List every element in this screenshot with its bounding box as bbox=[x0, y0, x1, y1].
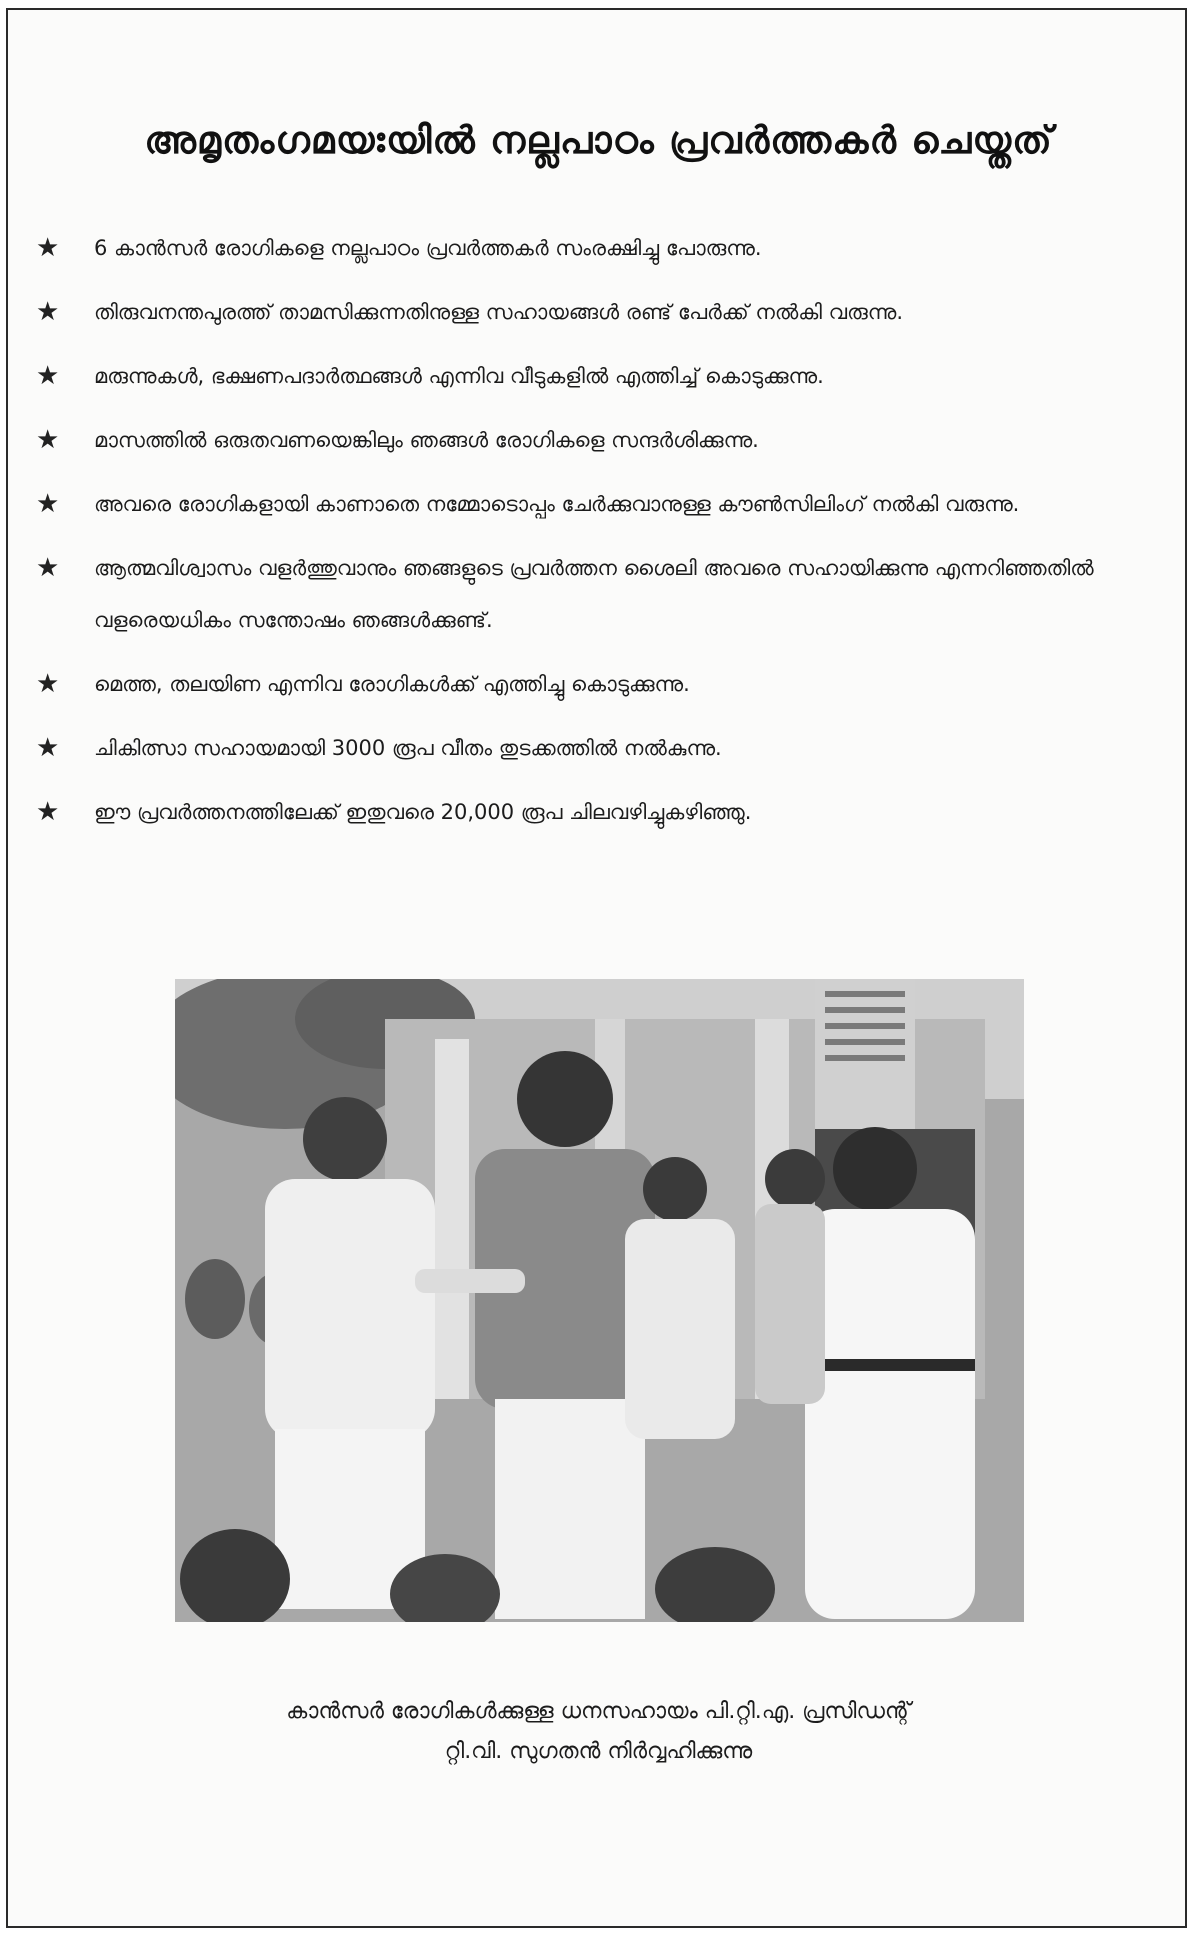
star-icon: ★ bbox=[36, 297, 60, 327]
star-icon: ★ bbox=[36, 361, 60, 391]
list-item bbox=[36, 478, 1166, 530]
star-icon: ★ bbox=[36, 489, 60, 519]
list-item bbox=[36, 222, 1166, 274]
list-item bbox=[36, 286, 1166, 338]
caption-line-1: കാൻസർ രോഗികൾക്കുള്ള ധനസഹായം പി.റ്റി.എ. പ്രസിഡന്റ് bbox=[286, 1699, 911, 1724]
star-icon: ★ bbox=[36, 425, 60, 455]
bullet-text: മാസത്തിൽ ഒരുതവണയെങ്കിലും ഞങ്ങൾ രോഗികളെ സന്ദർശിക്കുന്നു. bbox=[94, 428, 759, 452]
caption-line-2: റ്റി.വി. സുഗതൻ നിർവ്വഹിക്കുന്നു bbox=[444, 1739, 753, 1764]
list-item bbox=[36, 786, 1166, 838]
bullet-text: ആത്മവിശ്വാസം വളർത്തുവാനും ഞങ്ങളുടെ പ്രവർത്തന ശൈലി അവരെ സഹായിക്കുന്നു എന്നറിഞ്ഞതിൽ വളരെയധികം സന്തോഷം ഞങ്ങൾക്കുണ്ട്. bbox=[94, 556, 1094, 632]
star-icon: ★ bbox=[36, 733, 60, 763]
star-icon: ★ bbox=[36, 669, 60, 699]
list-item bbox=[36, 722, 1166, 774]
bullet-text: മരുന്നുകൾ, ഭക്ഷണപദാർത്ഥങ്ങൾ എന്നിവ വീടുകളിൽ എത്തിച്ച് കൊടുക്കുന്നു. bbox=[94, 364, 824, 388]
bullet-text: അവരെ രോഗികളായി കാണാതെ നമ്മോടൊപ്പം ചേർക്കുവാനുള്ള കൗൺസിലിംഗ് നൽകി വരുന്നു. bbox=[94, 492, 1020, 516]
star-icon: ★ bbox=[36, 233, 60, 263]
bullet-text: തിരുവനന്തപുരത്ത് താമസിക്കുന്നതിനുള്ള സഹായങ്ങൾ രണ്ട് പേർക്ക് നൽകി വരുന്നു. bbox=[94, 300, 904, 324]
list-item bbox=[36, 350, 1166, 402]
list-item bbox=[36, 542, 1166, 646]
star-icon: ★ bbox=[36, 553, 60, 583]
bullet-text: ഈ പ്രവർത്തനത്തിലേക്ക് ഇതുവരെ 20,000 രൂപ ചിലവഴിച്ചുകഴിഞ്ഞു. bbox=[94, 800, 752, 824]
photo-illustration bbox=[175, 979, 1024, 1622]
bullet-text: 6 കാൻസർ രോഗികളെ നല്ലപാഠം പ്രവർത്തകർ സംരക്ഷിച്ചു പോരുന്നു. bbox=[94, 236, 762, 260]
page-title: അമൃതംഗമയഃയിൽ നല്ലപാഠം പ്രവർത്തകർ ചെയ്തത് bbox=[144, 118, 1053, 162]
list-item bbox=[36, 658, 1166, 710]
bullet-text: മെത്ത, തലയിണ എന്നിവ രോഗികൾക്ക് എത്തിച്ചു കൊടുക്കുന്നു. bbox=[94, 672, 690, 696]
star-icon: ★ bbox=[36, 797, 60, 827]
photo-caption bbox=[0, 1692, 1197, 1772]
event-photo bbox=[175, 979, 1024, 1622]
bullet-list bbox=[36, 222, 1166, 850]
list-item bbox=[36, 414, 1166, 466]
bullet-text: ചികിത്സാ സഹായമായി 3000 രൂപ വീതം തുടക്കത്തിൽ നൽകുന്നു. bbox=[94, 736, 722, 760]
